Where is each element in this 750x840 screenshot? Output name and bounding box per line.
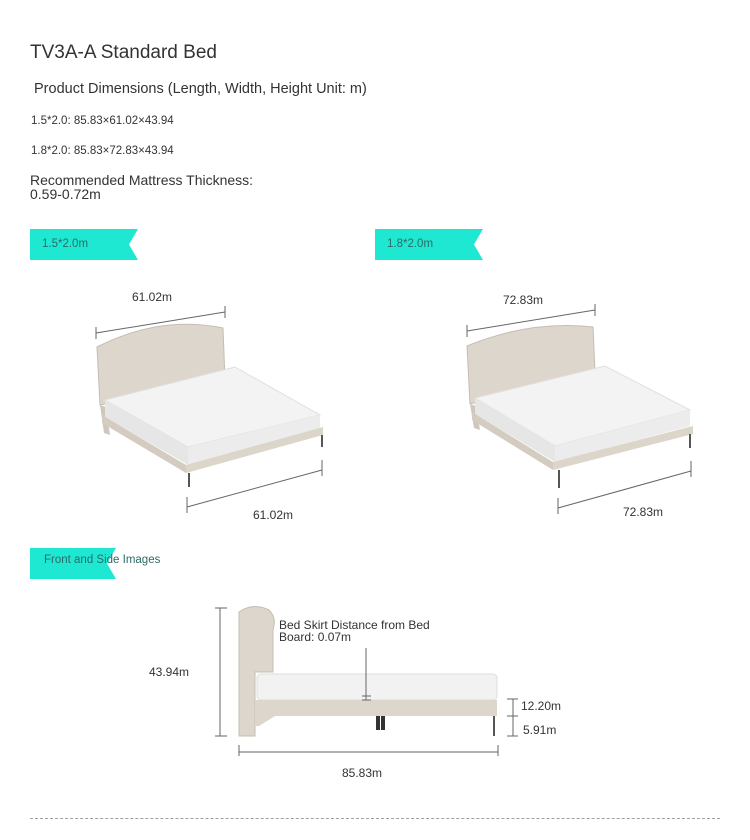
spec-line-1: 1.5*2.0: 85.83×61.02×43.94 (31, 115, 174, 127)
mattress-thickness-value: 0.59-0.72m (30, 186, 101, 202)
front-side-label: Front and Side Images (44, 554, 161, 566)
section-divider (30, 818, 720, 819)
mattress-thickness-label: Recommended Mattress Thickness: (30, 172, 254, 188)
front-side-tag (30, 548, 180, 579)
bed-a-bottom-width: 61.02m (253, 508, 294, 522)
size-tag-1-5 (30, 229, 140, 260)
side-upper-height: 12.20m (521, 699, 562, 713)
bed-illustration-1-5 (80, 295, 340, 525)
side-height: 43.94m (149, 665, 190, 679)
bed-b-bottom-width: 72.83m (623, 505, 664, 519)
spec-line-2: 1.8*2.0: 85.83×72.83×43.94 (31, 145, 174, 157)
bed-b-top-width: 72.83m (503, 293, 544, 307)
bed-skirt-note (279, 619, 430, 643)
product-title: TV3A-A Standard Bed (30, 42, 217, 63)
side-lower-height: 5.91m (523, 723, 557, 737)
size-tag-label: 1.5*2.0m (42, 238, 89, 250)
size-tag-label: 1.8*2.0m (387, 238, 434, 250)
bed-illustration-1-8 (455, 300, 705, 520)
bed-skirt-note-line1: Bed Skirt Distance from Bed (279, 618, 430, 632)
mattress-thickness (30, 173, 253, 201)
dimensions-heading: Product Dimensions (Length, Width, Height Unit: m) (34, 81, 367, 97)
side-length: 85.83m (342, 766, 383, 780)
size-tag-1-8 (375, 229, 485, 260)
bed-skirt-note-line2: Board: 0.07m (279, 630, 352, 644)
bed-a-top-width: 61.02m (132, 290, 173, 304)
